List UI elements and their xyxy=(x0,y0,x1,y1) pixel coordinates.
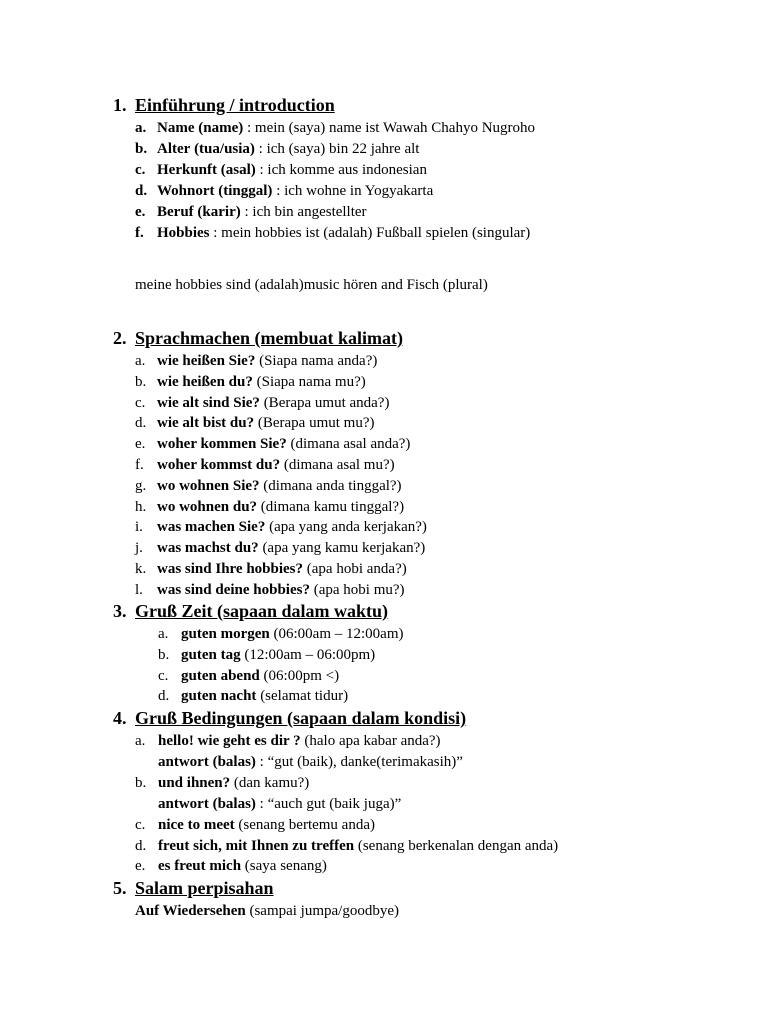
section-number: 1. xyxy=(113,95,127,115)
list-item xyxy=(135,476,402,496)
list-item xyxy=(135,517,427,537)
list-item xyxy=(158,666,339,686)
item-term: und ihnen? xyxy=(158,774,231,791)
item-text: : “auch gut (baik juga)” xyxy=(255,795,402,812)
item-term: es freut mich xyxy=(158,858,242,875)
section-number: 5. xyxy=(113,878,127,898)
item-term: wie heißen Sie? xyxy=(157,353,256,369)
item-text: (dimana kamu tinggal?) xyxy=(257,498,405,515)
section-2-heading xyxy=(113,327,403,349)
list-item xyxy=(135,836,558,856)
item-label: d. xyxy=(135,183,148,199)
item-text: (12:00am – 06:00pm) xyxy=(240,646,376,663)
item-term: Herkunft xyxy=(157,162,217,178)
list-item xyxy=(135,202,367,222)
list-item xyxy=(135,559,407,579)
list-item xyxy=(135,856,327,876)
section-3-heading xyxy=(113,600,388,622)
item-label: h. xyxy=(135,498,147,515)
section-number: 2. xyxy=(113,328,127,348)
item-term: nice to meet xyxy=(158,816,235,833)
list-item xyxy=(158,686,348,706)
item-term: antwort (balas) xyxy=(158,753,256,770)
item-term: wie alt bist du? xyxy=(157,415,255,432)
item-text: : mein (saya) name ist Wawah Chahyo Nugroho xyxy=(243,120,536,136)
section-title: Gruß Zeit (sapaan dalam waktu) xyxy=(135,601,389,621)
item-text: (Siapa nama anda?) xyxy=(255,353,378,369)
list-item xyxy=(135,773,309,793)
list-item xyxy=(135,181,433,201)
item-label: b. xyxy=(135,373,147,390)
list-item xyxy=(158,624,403,644)
list-item xyxy=(135,455,395,475)
list-item xyxy=(135,372,366,392)
list-item xyxy=(135,794,401,814)
item-text: (senang berkenalan dengan anda) xyxy=(354,837,559,854)
item-label: e. xyxy=(135,204,146,220)
list-item xyxy=(135,538,425,558)
item-term-paren: (name) xyxy=(198,120,244,136)
item-term: Wohnort xyxy=(157,183,215,199)
section-1-heading xyxy=(113,94,335,116)
item-term: Hobbies xyxy=(157,225,210,241)
item-term: wie alt sind Sie? xyxy=(157,394,260,411)
item-label: a. xyxy=(135,733,146,749)
item-term-paren: (tinggal) xyxy=(218,183,273,199)
section-title: Einführung / introduction xyxy=(135,95,335,115)
item-text: (sampai jumpa/goodbye) xyxy=(245,903,399,919)
item-term: Alter xyxy=(157,141,191,157)
item-term: was machen Sie? xyxy=(157,519,266,536)
section-title: Gruß Bedingungen (sapaan dalam kondisi) xyxy=(135,708,467,728)
item-text: (dimana asal anda?) xyxy=(286,436,411,453)
list-item xyxy=(135,497,404,517)
list-item xyxy=(135,815,375,835)
item-term: hello! wie geht es dir ? xyxy=(158,733,301,749)
item-text: (dimana asal mu?) xyxy=(280,457,395,473)
item-term: Name xyxy=(157,120,195,136)
item-term: Beruf xyxy=(157,204,194,220)
item-term: guten tag xyxy=(181,646,241,663)
item-term: was machst du? xyxy=(157,540,259,557)
item-term: woher kommst du? xyxy=(157,457,281,473)
item-term: was sind deine hobbies? xyxy=(157,581,310,598)
item-text: : ich komme aus indonesian xyxy=(255,162,427,178)
item-text: (apa yang kamu kerjakan?) xyxy=(258,540,426,557)
item-label: c. xyxy=(158,667,169,684)
list-item xyxy=(135,413,374,433)
section-5-heading xyxy=(113,877,274,899)
item-text: (Siapa nama mu?) xyxy=(252,373,366,390)
item-label: b. xyxy=(135,774,147,791)
item-label: c. xyxy=(135,394,146,411)
item-term-paren: (tua/usia) xyxy=(194,141,255,157)
item-term: Auf Wiedersehen xyxy=(135,903,246,919)
list-item xyxy=(135,580,405,600)
item-text: (saya senang) xyxy=(241,858,327,875)
item-text: (Berapa umut mu?) xyxy=(254,415,375,432)
item-label: a. xyxy=(135,353,146,369)
item-text: (apa hobi anda?) xyxy=(303,561,407,577)
list-item xyxy=(158,645,375,665)
item-text: (dan kamu?) xyxy=(230,774,310,791)
item-term: guten abend xyxy=(181,667,260,684)
list-item xyxy=(135,901,399,921)
item-text: (apa yang anda kerjakan?) xyxy=(265,519,427,536)
item-text: : mein hobbies ist (adalah) Fußball spielen (singular) xyxy=(209,225,531,241)
item-label: d. xyxy=(135,837,147,854)
item-term: was sind Ihre hobbies? xyxy=(157,561,304,577)
item-label: f. xyxy=(135,225,144,241)
item-term-paren: (karir) xyxy=(197,204,241,220)
item-term: guten morgen xyxy=(181,626,270,642)
item-term: woher kommen Sie? xyxy=(157,436,287,453)
list-item xyxy=(135,731,441,751)
item-label: c. xyxy=(135,816,146,833)
item-label: b. xyxy=(135,141,148,157)
item-text: : “gut (baik), danke(terimakasih)” xyxy=(255,753,463,770)
item-text: (06:00am – 12:00am) xyxy=(269,626,404,642)
item-term: wo wohnen Sie? xyxy=(157,477,260,494)
item-label: g. xyxy=(135,477,147,494)
item-text: (apa hobi mu?) xyxy=(309,581,405,598)
list-item xyxy=(135,752,463,772)
item-label: i. xyxy=(135,519,143,536)
item-text: : ich wohne in Yogyakarta xyxy=(272,183,434,199)
section-title: Sprachmachen (membuat kalimat) xyxy=(135,328,403,348)
item-label: c. xyxy=(135,162,146,178)
item-text: (Berapa umut anda?) xyxy=(259,394,390,411)
item-label: f. xyxy=(135,457,144,473)
item-label: d. xyxy=(135,415,147,432)
item-label: k. xyxy=(135,561,147,577)
item-label: b. xyxy=(158,646,170,663)
list-item xyxy=(135,223,530,243)
item-text: : ich bin angestellter xyxy=(240,204,367,220)
item-label: e. xyxy=(135,436,146,453)
list-item xyxy=(135,434,410,454)
list-item xyxy=(135,139,419,159)
item-label: d. xyxy=(158,688,170,705)
item-text: (06:00pm <) xyxy=(259,667,340,684)
item-label: a. xyxy=(135,120,147,136)
item-term: wo wohnen du? xyxy=(157,498,258,515)
item-label: j. xyxy=(135,540,143,557)
item-text: (halo apa kabar anda?) xyxy=(300,733,441,749)
item-text: (selamat tidur) xyxy=(256,688,349,705)
item-text: (dimana anda tinggal?) xyxy=(259,477,402,494)
item-text: : ich (saya) bin 22 jahre alt xyxy=(254,141,420,157)
section-4-heading xyxy=(113,707,466,729)
item-term-paren: (asal) xyxy=(220,162,256,178)
list-item xyxy=(135,393,389,413)
item-term: freut sich, mit Ihnen zu treffen xyxy=(158,837,355,854)
item-label: l. xyxy=(135,581,143,598)
item-label: e. xyxy=(135,858,146,875)
item-term: antwort (balas) xyxy=(158,795,256,812)
item-label: a. xyxy=(158,626,169,642)
item-text: (senang bertemu anda) xyxy=(234,816,375,833)
plural-note: meine hobbies sind (adalah)music hören and Fisch (plural) xyxy=(135,277,488,293)
list-item xyxy=(135,118,535,138)
section-title: Salam perpisahan xyxy=(135,878,274,898)
section-number: 4. xyxy=(113,708,127,728)
item-term: guten nacht xyxy=(181,688,257,705)
section-number: 3. xyxy=(113,601,127,621)
list-item xyxy=(135,351,377,371)
item-term: wie heißen du? xyxy=(157,373,253,390)
list-item xyxy=(135,160,427,180)
